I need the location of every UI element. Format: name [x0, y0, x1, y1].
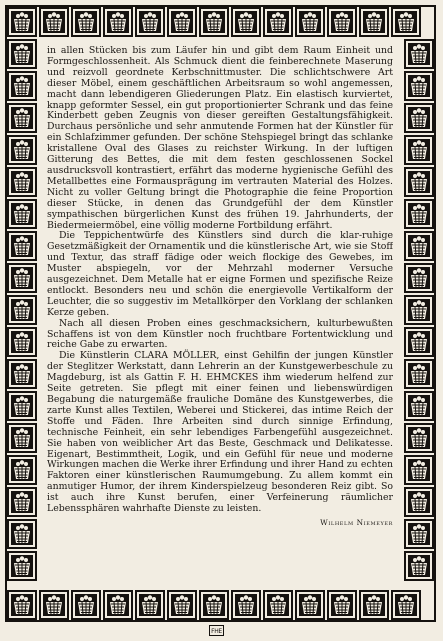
article-paragraph-4: Die Künstlerin CLARA MÖLLER, einst Gehilfin der jungen Künstler der Steglitzer Werkstatt, dann Lehrerin an der Kunstgewerbeschule zu Magdeburg, ist als Gattin F. H. EHMCKES ihm wiederum helfend zur Seite getreten. Sie pflegt mit einer feinen und liebenswürdigen Begabung die naturgemäße frauliche Domäne des Kunstgewerbes, die zarte Kunst alles Textilen, Weberei und Stickerei, das intime Reich der Stoffe und Fäden. Ihre Arbeiten sind durch sinnige Erfindung, technische Feinheit, ein sehr lebendiges Farbengefühl ausgezeichnet. Sie haben von weiblicher Art das Beste, Geschmack und Delikatesse. Eigenart, Bestimmtheit, Logik, und ein Gefühl für neue und moderne Wirkungen machen die Werke ihrer Erfindung und ihrer Hand zu echten Faktoren einer künstlerischen Raumumgebung. Zu allem kommt ein anmutiger Humor, der ihrem Kinderspielzeug besonderen Reiz gibt. So ist auch ihre Kunst berufen, einer Verfeinerung räumlicher Lebenssphären wahrhafte Dienste zu leisten. — [47, 350, 393, 515]
basket-motif-icon — [359, 7, 389, 37]
basket-motif-icon — [7, 167, 37, 197]
basket-motif-icon — [231, 590, 261, 620]
basket-motif-icon — [135, 7, 165, 37]
basket-motif-icon — [199, 7, 229, 37]
basket-motif-icon — [71, 590, 101, 620]
basket-motif-icon — [39, 7, 69, 37]
basket-motif-icon — [404, 359, 434, 389]
basket-motif-icon — [199, 590, 229, 620]
basket-motif-icon — [391, 7, 421, 37]
basket-motif-icon — [7, 423, 37, 453]
basket-motif-icon — [7, 39, 37, 69]
basket-motif-icon — [167, 7, 197, 37]
basket-motif-icon — [404, 39, 434, 69]
basket-motif-icon — [71, 7, 101, 37]
basket-motif-icon — [103, 590, 133, 620]
basket-motif-icon — [263, 7, 293, 37]
author-signature: Wilhelm Niemeyer — [320, 517, 393, 527]
basket-motif-icon — [103, 7, 133, 37]
basket-motif-icon — [404, 487, 434, 517]
basket-motif-icon — [231, 7, 261, 37]
basket-motif-icon — [7, 391, 37, 421]
basket-motif-icon — [404, 199, 434, 229]
basket-motif-icon — [7, 455, 37, 485]
article-paragraph-3: Nach all diesen Proben eines geschmacksichern, kulturbewußten Schaffens ist von dem Künstler noch fruchtbare Fortentwicklung und reiche Gabe zu erwarten. — [47, 317, 393, 351]
basket-motif-icon — [404, 295, 434, 325]
basket-motif-icon — [7, 295, 37, 325]
article-paragraph-1: in allen Stücken bis zum Läufer hin und gibt dem Raum Einheit und Formgeschlossenheit. Als Schmuck dient die feinberechnete Maserung und reizvoll geordnete Kerbschnittmuster. Die schlichtschwere Art dieser Möbel, einem geschäftlichen Arbeitsraum so wohl angemessen, macht dann lebendigeren Gliederungen Platz. Ein elastisch kurviertet, knapp geformter Sessel, ein gut proportionierter Schrank und das feine Kinderbett geben Zeugnis von dieser gereiften Gestaltungsfähigkeit. Durchaus persönliche und sehr anmutende Formen hat der Künstler für ein Schlafzimmer gefunden. Der schöne Stehspiegel bringt das schlanke kristallene Oval des Glases zu reichster Wirkung. In der luftigen Gitterung des Bettes, die mit dem festen geschlossenen Sockel ausdrucksvoll kontrastiert, erfährt das moderne hygienische Gefühl des Metallbettes eine Formausprägung im vertrauten Material des Holzes. Nicht zu voller Geltung bringt die Photographie die feine Proportion dieser Stücke, in denen das Grundgefühl der dem Künstler sympathischen bürgerlichen Kunst des frühen 19. Jahrhunderts, der Biedermeiermöbel, eine völlig moderne Fortbildung erfährt. — [47, 46, 393, 231]
article-paragraph-2: Die Teppichentwürfe des Künstlers sind durch die klar-ruhige Gesetzmäßigkeit der Ornamentik und die künstlerische Art, wie sie Stoff und Textur, das straff fädige oder weich flockige des Gewebes, im Muster abspiegeln, vor der Mehrzahl moderner Versuche ausgezeichnet. Dem Metalle hat er eigne Formen und spezifische Reize entlockt. Besonders neu und schön die energievolle Vertikalform der Leuchter, die so suggestiv im Metallkörper den Vorklang der schlanken Kerze geben. — [47, 230, 393, 318]
basket-motif-icon — [404, 167, 434, 197]
basket-motif-icon — [404, 71, 434, 101]
basket-motif-icon — [404, 551, 434, 581]
ornamental-border-top — [7, 7, 421, 37]
basket-motif-icon — [391, 590, 421, 620]
basket-motif-icon — [39, 590, 69, 620]
basket-motif-icon — [7, 359, 37, 389]
basket-motif-icon — [359, 590, 389, 620]
basket-motif-icon — [7, 590, 37, 620]
basket-motif-icon — [167, 590, 197, 620]
basket-motif-icon — [263, 590, 293, 620]
basket-motif-icon — [7, 7, 37, 37]
basket-motif-icon — [295, 7, 325, 37]
basket-motif-icon — [327, 590, 357, 620]
basket-motif-icon — [7, 103, 37, 133]
basket-motif-icon — [404, 103, 434, 133]
basket-motif-icon — [404, 263, 434, 293]
article-body — [47, 46, 393, 586]
basket-motif-icon — [7, 519, 37, 549]
basket-motif-icon — [404, 391, 434, 421]
basket-motif-icon — [404, 455, 434, 485]
basket-motif-icon — [404, 327, 434, 357]
basket-motif-icon — [404, 423, 434, 453]
monogram-mark: FHE — [209, 625, 224, 636]
basket-motif-icon — [7, 199, 37, 229]
ornamental-border-right — [404, 39, 434, 581]
basket-motif-icon — [7, 327, 37, 357]
basket-motif-icon — [404, 135, 434, 165]
basket-motif-icon — [7, 487, 37, 517]
basket-motif-icon — [135, 590, 165, 620]
basket-motif-icon — [404, 519, 434, 549]
basket-motif-icon — [7, 71, 37, 101]
basket-motif-icon — [7, 551, 37, 581]
basket-motif-icon — [295, 590, 325, 620]
ornamental-border-left — [7, 39, 37, 581]
basket-motif-icon — [7, 263, 37, 293]
ornamental-border-bottom — [7, 590, 421, 620]
basket-motif-icon — [7, 231, 37, 261]
basket-motif-icon — [327, 7, 357, 37]
basket-motif-icon — [404, 231, 434, 261]
basket-motif-icon — [7, 135, 37, 165]
